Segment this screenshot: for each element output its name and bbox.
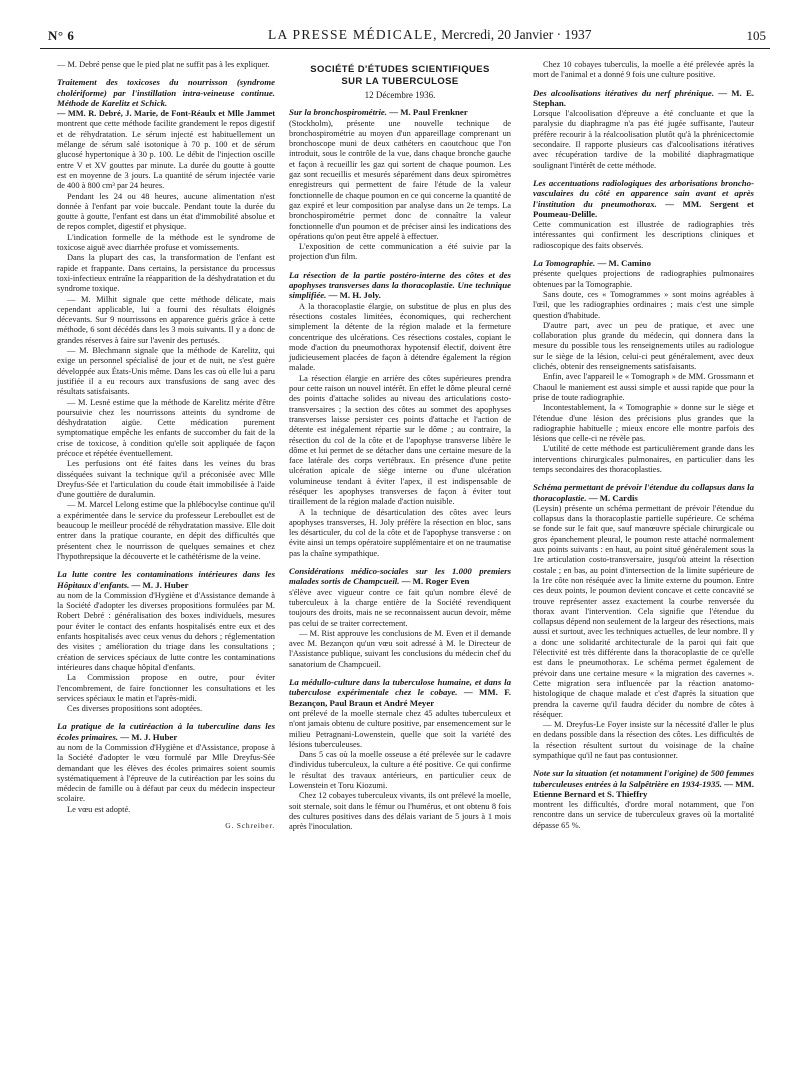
article-title: [289, 270, 511, 301]
title-text: Sur la bronchospirométrie.: [289, 107, 388, 118]
article-title: [289, 566, 511, 587]
authors: — MM. R. Debré, J. Marie, de Font-Réaulx et Mlle Jammet: [57, 109, 275, 119]
title-text: La Tomographie.: [533, 258, 596, 269]
page-number: 105: [746, 28, 766, 43]
paragraph: A la technique de désarticulation des côtes avec leurs apophyses transverses, H. Joly préfère la résection en bloc, sans les désarticuler, du col de la côte et de l'apophyse transverse : on évite ainsi un temps opératoire supplémentaire et on ne traumatise pas la chaîne sympathique.: [289, 507, 511, 558]
authors: — M. J. Huber: [120, 731, 178, 742]
paragraph: Lorsque l'alcoolisation d'épreuve a été concluante et que la paralysie du diaphragme n'a pas été jugée suffisante, l'auteur préfère recourir à la réalcoolisation plutôt qu'à la phrénicectomie secondaire. Il rapporte plusieurs cas d'alcoolisations itératives avec récupération tardive de la mobilité diaphragmatique soulignant l'intérêt de cette méthode.: [533, 109, 754, 170]
authors: — MM. Sergent et Poumeau-Delille.: [533, 198, 754, 219]
paragraph: A la thoracoplastie élargie, on substitue de plus en plus des résections costales limitées, économiques, qui recherchent simplement la détente de la région malade et la fermeture concentrique des ulcérations. Ces résections costales, copiant le mode d'action du pneumothorax hypotensif électif, doivent être judicieusement placées de façon à détendre également la région malade.: [289, 301, 511, 373]
paragraph: — M. Marcel Lelong estime que la phlébocylse continue qu'il a expérimentée dans le service du professeur Lereboullet est de beaucoup le meilleur procédé de réhydratation massive. Elle doit entrer dans la pratique courante, en dépit des difficultés que présentent chez le nourrisson de quelques semaines et chez l'hypothrepsique la découverte et le cathétérisme de la veine.: [57, 500, 275, 561]
title-text: La résection de la partie postéro-interne des côtes et des apophyses transverses dans la thoracoplastie. Une technique simplifiée.: [289, 269, 511, 301]
session-date: 12 Décembre 1936.: [364, 90, 436, 100]
signature: G. Schreiber.: [225, 821, 275, 831]
paragraph: L'exposition de cette communication a été suivie par la projection d'un film.: [289, 242, 511, 262]
title-text: La médullo-culture dans la tuberculose humaine, et dans la tuberculose expérimentale chez le cobaye.: [289, 677, 511, 698]
authors: — MM. Etienne Bernard et S. Thieffry: [533, 778, 754, 799]
issue-number: N° 6: [48, 28, 75, 43]
paragraph: Cette communication est illustrée de radiographies très intéressantes qui confirment les descriptions cliniques et radioscopique des faits observés.: [533, 220, 754, 250]
paragraph: Chez 10 cobayes tuberculis, la moelle a été prélevée après la mort de l'animal et a donné 9 fois une culture positive.: [533, 60, 754, 80]
paragraph: Ces diverses propositions sont adoptées.: [67, 704, 203, 714]
column-left: [57, 60, 275, 831]
paragraph: [57, 109, 275, 191]
article-title: [533, 88, 754, 109]
paragraph: — M. Lesné estime que la méthode de Karelitz mérite d'être poursuivie chez les nourrissons atteints du syndrome de déshydratation aigüe. Cette médication purement symptomatique empêche les enfants de succomber du fait de la crise de toxicose, à condition qu'elle soit appliquée de façon précoce et répétée éventuellement.: [57, 397, 275, 458]
article-title: [289, 107, 511, 117]
paragraph: L'utilité de cette méthode est particulièrement grande dans les interventions chirurgicales pulmonaires, en particulier dans les temps secondaires des thoracoplasties.: [533, 444, 754, 474]
column-middle: [289, 60, 511, 832]
article-title: [533, 258, 754, 268]
paragraph: Dans la plupart des cas, la transformation de l'enfant est rapide et frappante. Dans certains, la persistance du processus toxi-infectieux entraîne la réapparition de la déshydratation et du syndrome toxique.: [57, 253, 275, 294]
authors: — M. Cardis: [588, 492, 638, 503]
column-right: [533, 60, 754, 831]
paragraph: L'indication formelle de la méthode est le syndrome de toxicose aiguë avec diarrhée profuse et vomissements.: [57, 232, 275, 253]
title-text: Schéma permettant de prévoir l'étendue du collapsus dans la thoracoplastie.: [533, 482, 754, 503]
journal-title: LA PRESSE MÉDICALE,: [268, 27, 438, 42]
article-title: [533, 178, 754, 219]
authors: — M. Roger Even: [401, 576, 470, 587]
paragraph-text: montrent que cette méthode facilite grandement le repos digestif et de réhydratation. Le sérum injecté est habituellement un mélange de sérum salé isotonique à 70 p. 100 et de sérum glucosé hypertonique à 30 p. 100. Le débit de l'injection oscille entre V et XV gouttes par minute. La durée du goutte à goutte est en moyenne de 3 jours. La quantité de sérum injectée varie de 400 à 800 cm³ par 24 heures.: [57, 119, 275, 191]
authors: — M. Paul Frenkner: [389, 107, 468, 118]
paragraph: — M. Debré pense que le pied plat ne suffit pas à les expliquer.: [57, 60, 270, 69]
paragraph: — M. Rist approuve les conclusions de M. Even et il demande avec M. Bezançon qu'un vœu soit adressé à M. le Directeur de l'Assistance publique, suivant les conclusions du médecin chef du sanatorium de Champcueil.: [289, 628, 511, 669]
article-title: Traitement des toxicoses du nourrisson (syndrome cholériforme) par l'instillation intra-veineuse continue. Méthode de Karelitz et Schick.: [57, 77, 275, 108]
paragraph: montrent les difficultés, d'ordre moral notamment, que l'on rencontre dans un service de tuberculeux graves où la mortalité dépasse 65 %.: [533, 800, 754, 830]
section-title: [289, 64, 511, 88]
paragraph: Enfin, avec l'appareil le « Tomograph » de MM. Grossmann et Chaoul le maniement est aussi simple et aussi rapide que pour la prise de toute radiographie.: [533, 372, 754, 402]
title-text: Considérations médico-sociales sur les 1.000 premiers malades sortis de Champcueil.: [289, 566, 511, 587]
paragraph: s'élève avec vigueur contre ce fait qu'un nombre élevé de tuberculeux à la charge entière de la Société revendiquent toujours des droits, mais ne se reconnaissent aucun devoir, même pas celui de se traiter correctement.: [289, 587, 511, 628]
paragraph: Sans doute, ces « Tomogrammes » sont moins agréables à l'œil, que les radiographies ordinaires ; mais c'est une simple question d'habitude.: [533, 289, 754, 320]
paragraph: au nom de la Commission d'Hygiène et d'Assistance, propose à la Société d'adopter le vœu formulé par Mlle Dreyfus-Sée demandant que les élèves des écoles primaires soient soumis systématiquement à l'épreuve de la cutiréaction par les soins du médecin de famille ou à défaut par ceux du médecin inspecteur scolaire.: [57, 743, 275, 804]
article-title: [57, 569, 275, 590]
article-title: [289, 677, 511, 708]
article-title: [533, 482, 754, 503]
paragraph: — M. Dreyfus-Le Foyer insiste sur la nécessité d'aller le plus en dedans possible dans la résection des côtes. Les difficultés de la résection résultent surtout du voisinage de la chaîne sympathique qu'il ne faut pas contusionner.: [533, 720, 754, 760]
paragraph: — M. Blechmann signale que la méthode de Karelitz, qui exige un personnel spécialisé de jour et de nuit, ne s'est guère développée aux États-Unis même. Dans les cas où elle lui a paru justifiée il a eu recours aux transfusions de sang avec des résultats satisfaisants.: [57, 346, 275, 397]
title-text: La pratique de la cutiréaction à la tuberculine dans les écoles primaires.: [57, 721, 275, 742]
paragraph: Chez 12 cobayes tuberculeux vivants, ils ont prélevé la moelle, soit sternale, soit dans le fémur ou l'humérus, et ont obtenu 8 fois des cultures positives dans des délais variant de 5 jours à 1 mois après l'inoculation.: [289, 791, 511, 832]
paragraph: (Leysin) présente un schéma permettant de prévoir l'étendue du collapsus dans la thoracoplastie partielle supérieure. Ce schéma se fonde sur le fait que, sauf manœuvre spéciale chirurgicale ou gros épanchement pleural, le poumon reste attaché normalement aux points suivants : en haut, au point situé généralement sous la 1re articulation costo-transversaire, jusqu'où atteint la résection costale ; en bas, au point d'intersection de la limite supérieure de la 1re côte non réséquée avec la limite externe du poumon. Entre ces deux points, le poumon devient concave et cette concavité se trouve représenter assez exactement la courbe renversée du thorax avant l'intervention. Cela signifie que l'étendue du collapsus dépend non seulement de la largeur des résections, mais aussi et surtout, avec les techniques actuelles, de leur nombre. Il y a donc une solidarité architecturale de la paroi qui fait que l'électivité est très différente dans la thoracoplastie de ce qu'elle est dans le pneumothorax. Le schéma permet également de prévoir dans une certaine mesure « la migration des cavernes ». Cette migration sera influencée par la réaction anatomo-histologique de chaque malade et c'est d'après la situation que prendra la caverne qu'il faudra décider du nombre de côtes à réséquer.: [533, 503, 754, 719]
issue-date: Mercredi, 20 Janvier · 1937: [441, 27, 592, 42]
paragraph: Dans 5 cas où la moelle osseuse a été prélevée sur le cadavre d'individus tuberculeux, la culture a été positive. Ce qui confirme le résultat des travaux antérieurs, en particulier ceux de Lowenstein et Toru Kiozumi.: [289, 750, 511, 790]
paragraph: Les perfusions ont été faites dans les veines du bras disséquées suivant la technique qu'il a préconisée avec Mlle Dreyfus-Sée et l'articulation du coude était immobilisée à l'aide d'une gouttière de duralumin.: [57, 459, 275, 500]
paragraph: (Stockholm), présente une nouvelle technique de bronchospirométrie au moyen d'un appareillage comprenant un bronchoscope muni de deux cathéters en caoutchouc que l'on introduit, sous le contrôle de la vue, dans chaque bronche gauche et façon à recueillir les gaz qui sortent de chaque poumon. Les gaz sont recueillis et mesurés séparément dans deux spiromètres enregistreurs qui permettent de faire l'étude de la valeur fonctionnelle de chaque poumon en ce qui concerne la quantité de gaz expiré et leur composition par analyse dans un 2e temps. La bronchospirométrie permet donc de connaître la valeur fonctionnelle d'un poumon et de préciser ainsi les indications des opérations qu'on peut être appelé à effectuer.: [289, 118, 511, 241]
authors: — M. H. Joly.: [328, 290, 381, 301]
paragraph: Incontestablement, la « Tomographie » donne sur le siège et l'étendue d'une lésion des précisions plus grandes que la radiographie habituelle ; mieux encore elle montre parfois des lésions que celle-ci ne révèle pas.: [533, 403, 754, 444]
paragraph: Pendant les 24 ou 48 heures, aucune alimentation n'est donnée à l'enfant par voie buccale. Pendant toute la durée du goutte à goutte, l'enfant est dans un état d'immobilité absolue et de repos complet, digestif et physique.: [57, 191, 275, 232]
article-title: [533, 768, 754, 799]
authors: — MM. F. Bezançon, Paul Braun et André Meyer: [289, 687, 511, 708]
title-text: Les accentuations radiologiques des arborisations broncho-vasculaires du côté en apparence sain avant et après l'institution du pneumothorax.: [533, 177, 754, 209]
paragraph: La Commission propose en outre, pour éviter l'encombrement, de faire fonctionner les consultations et les services spéciaux le matin et l'après-midi.: [57, 673, 275, 703]
title-text: La lutte contre les contaminations intérieures dans les Hôpitaux d'enfants.: [57, 569, 275, 590]
section-title-line: SOCIÉTÉ D'ÉTUDES SCIENTIFIQUES: [310, 64, 490, 75]
title-text: Des alcoolisations itératives du nerf phrénique.: [533, 87, 715, 98]
paragraph: La résection élargie en arrière des côtes supérieures prendra pour cette raison un nouvel intérêt. En effet le dôme pleural cerné des points d'attache solides au niveau des articulations costo-transversaires ; la section des côtes au sommet des apophyses transverses laisse persister ces points d'attache et l'action de détente est inégalement répartie sur le dôme ; au contraire, la résection du col de la côte et de l'apophyse transverse libère le dôme et lui permet de se détacher dans une certaine mesure de la face latérale des corps vertébraux. En présence d'une petite ulcération apicale de siège interne ou d'une ulcération volumineuse tendant à éviter l'apex, il est indispensable de réséquer les apophyses transverses de façon à éviter tout tiraillement de la région malade d'action nuisible.: [289, 373, 511, 507]
paragraph: présente quelques projections de radiographies pulmonaires obtenues par la Tomographie.: [533, 269, 754, 289]
authors: — M. Camino: [597, 258, 651, 269]
title-text: Note sur la situation (et notamment l'origine) de 500 femmes tuberculeuses entrées à la Salpêtrière en 1934-1935.: [533, 768, 754, 789]
authors: — M. J. Huber: [131, 579, 189, 590]
authors: — M. E. Stephan.: [533, 87, 755, 108]
page-header: [40, 26, 770, 49]
paragraph: D'autre part, avec un peu de pratique, et avec une collaboration plus grande du médecin, qui donnera dans la mesure du possible tous les renseignements utiles au radiologue sur le siège de la lésion, celui-ci peut généralement, avec deux clichés, obtenir des renseignements satisfaisants.: [533, 320, 754, 372]
paragraph: ont prélevé de la moelle sternale chez 45 adultes tuberculeux et n'ont jamais obtenu de culture positive, par ensemencement sur le milieu Petragnani-Lowenstein, quelle que soit la variété des lésions tuberculeuses.: [289, 708, 511, 749]
section-title-line: SUR LA TUBERCULOSE: [341, 76, 459, 87]
paragraph: au nom de la Commission d'Hygiène et d'Assistance demande à la Société d'adopter les diverses propositions formulées par M. Robert Debré : généralisation des boxes individuels, mesures pour éviter le contact des enfants hospitalisés entre eux et des enfants hospitalisés avec ceux venus du dehors ; réglementation des visites ; amélioration du triage dans les consultations ; création de services spéciaux de lutte contre les contaminations intérieures dans chaque hôpital d'enfants.: [57, 590, 275, 672]
paragraph: — M. Milhit signale que cette méthode délicate, mais cependant applicable, lui a fourni des résultats éloignés décevants. Sur 9 nourrissons en apparence guéris grâce à cette méthode, 6 sont décédés dans les 3 mois suivants. Il y a donc de grandes réserves à faire sur l'avenir des pertusés.: [57, 294, 275, 345]
paragraph: Le vœu est adopté.: [67, 804, 131, 814]
article-title: [57, 721, 275, 742]
masthead: [268, 27, 592, 43]
